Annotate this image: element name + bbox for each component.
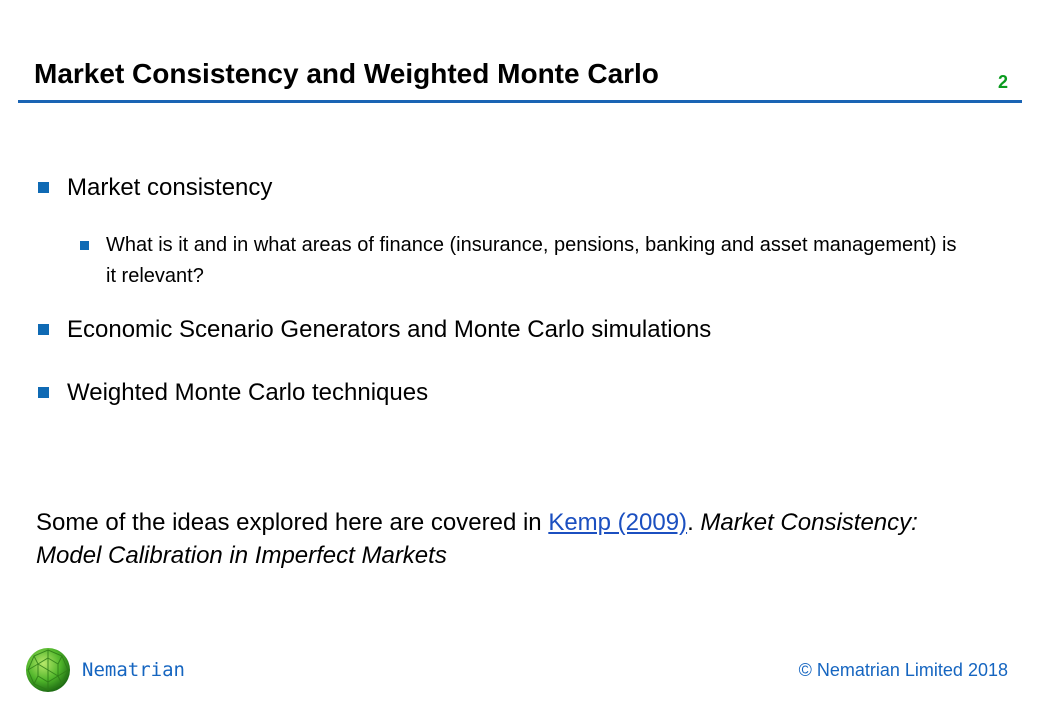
copyright-notice: © Nematrian Limited 2018: [798, 660, 1008, 680]
square-bullet-icon: [38, 324, 49, 335]
brand-name: Nematrian: [82, 659, 185, 681]
sub-bullet-relevance: [80, 230, 960, 292]
title-divider: [18, 100, 1022, 103]
square-bullet-icon: [80, 241, 89, 250]
reference-paragraph: [36, 506, 936, 572]
square-bullet-icon: [38, 387, 49, 398]
slide-number: 2: [997, 72, 1008, 92]
bullet-text: Economic Scenario Generators and Monte Carlo simulations: [67, 316, 712, 343]
reference-separator: .: [687, 509, 701, 536]
nematrian-logo-icon: [24, 646, 72, 694]
bullet-text: Weighted Monte Carlo techniques: [67, 379, 429, 406]
kemp-2009-link[interactable]: Kemp (2009): [548, 509, 688, 536]
slide-title: Market Consistency and Weighted Monte Carlo: [34, 58, 659, 89]
square-bullet-icon: [38, 182, 49, 193]
sub-bullet-text: What is it and in what areas of finance (insurance, pensions, banking and asset management) is it relevant?: [106, 234, 957, 287]
book-title: Market Consistency: Model Calibration in Imperfect Markets: [36, 509, 918, 569]
reference-prefix: Some of the ideas explored here are covered in: [36, 509, 549, 536]
bullet-text: Market consistency: [67, 174, 273, 201]
